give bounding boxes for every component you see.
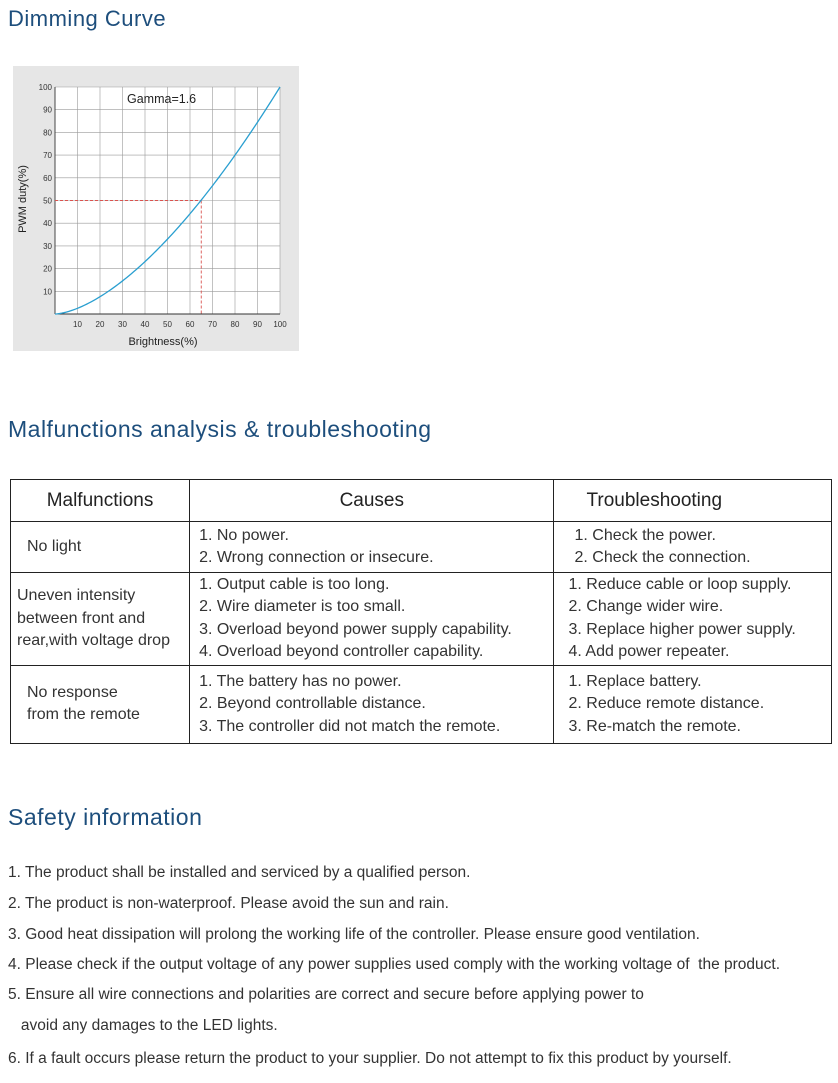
safety-item: 5. Ensure all wire connections and polarities are correct and secure before applying power to xyxy=(8,986,644,1003)
troubleshooting-cell xyxy=(554,573,832,665)
causes-line: 3. The controller did not match the remote. xyxy=(199,717,501,735)
causes-cell xyxy=(190,522,554,573)
safety-item: 3. Good heat dissipation will prolong the working life of the controller. Please ensure good ventilation. xyxy=(8,926,700,943)
malfunction-cell xyxy=(11,665,190,743)
causes-line: 2. Wire diameter is too small. xyxy=(199,598,406,616)
troubleshooting-line: 2. Check the connection. xyxy=(574,549,751,567)
malfunctions-title: Malfunctions analysis & troubleshooting xyxy=(8,416,432,442)
causes-cell xyxy=(190,665,554,743)
y-tick-label-3: 40 xyxy=(43,219,52,229)
causes-line: 4. Overload beyond controller capability. xyxy=(199,643,484,661)
table-row xyxy=(11,573,832,665)
troubleshooting-line: 1. Check the power. xyxy=(574,526,716,544)
x-tick-label-3: 40 xyxy=(140,320,150,329)
malfunction-cell xyxy=(11,522,190,573)
x-tick-label-2: 30 xyxy=(118,320,127,329)
x-axis-label: Brightness(%) xyxy=(128,336,198,348)
y-tick-label-0: 10 xyxy=(43,287,52,297)
gamma-annotation: Gamma=1.6 xyxy=(127,92,197,106)
troubleshooting-line: 1. Replace battery. xyxy=(568,672,702,690)
y-tick-label-9: 100 xyxy=(38,83,52,92)
y-axis-label: PWM duty(%) xyxy=(17,165,29,233)
troubleshooting-cell xyxy=(554,665,832,743)
malfunction-line: No response xyxy=(27,683,118,701)
table-row xyxy=(11,665,832,743)
safety-item: avoid any damages to the LED lights. xyxy=(8,1017,278,1034)
malfunction-line: No light xyxy=(27,537,82,555)
x-tick-label-0: 10 xyxy=(73,320,82,329)
troubleshooting-line: 1. Reduce cable or loop supply. xyxy=(568,575,792,593)
y-tick-label-8: 90 xyxy=(43,105,52,115)
dimming-curve-title: Dimming Curve xyxy=(8,6,167,31)
x-tick-label-8: 90 xyxy=(253,320,262,329)
x-tick-label-1: 20 xyxy=(95,320,105,329)
causes-line: 3. Overload beyond power supply capability. xyxy=(199,620,512,638)
table-row xyxy=(11,522,832,573)
y-tick-label-6: 70 xyxy=(43,151,52,161)
causes-line: 1. The battery has no power. xyxy=(199,672,402,690)
header-causes: Causes xyxy=(190,480,554,522)
safety-item: 1. The product shall be installed and serviced by a qualified person. xyxy=(8,864,471,881)
malfunction-line: rear,with voltage drop xyxy=(17,632,170,650)
troubleshooting-line: 3. Replace higher power supply. xyxy=(568,620,796,638)
y-tick-label-4: 50 xyxy=(43,196,52,206)
x-tick-label-5: 60 xyxy=(185,320,195,329)
y-tick-label-5: 60 xyxy=(43,173,52,183)
troubleshooting-line: 4. Add power repeater. xyxy=(568,643,730,661)
x-tick-label-9: 100 xyxy=(273,320,287,329)
safety-list: 1. The product shall be installed and serviced by a qualified person. 2. The product is non-waterproof. Please avoid the sun and rain. 3. Good heat dissipation will prolong the working life of the controller. Please ensure good ventilation. 4. Please check if the output voltage of any power supplies used comply with the working voltage of the product. 5. Ensure all wire connections and polarities are correct and secure before applying power to avoid any damages to the LED lights. 6. If a fault occurs please return the product to your supplier. Do not attempt to fix this product by yourself. xyxy=(8,864,781,1067)
malfunction-line: from the remote xyxy=(27,706,140,724)
causes-line: 1. Output cable is too long. xyxy=(199,575,390,593)
y-tick-label-1: 20 xyxy=(43,264,52,274)
dimming-chart xyxy=(13,66,299,351)
table-header-row xyxy=(11,480,832,522)
x-tick-label-6: 70 xyxy=(208,320,217,329)
troubleshooting-cell xyxy=(554,522,832,573)
dimming-chart-svg xyxy=(13,66,299,351)
y-tick-label-2: 30 xyxy=(43,241,52,251)
causes-line: 2. Wrong connection or insecure. xyxy=(199,549,434,567)
header-troubleshooting: Troubleshooting xyxy=(554,480,832,522)
header-malfunctions: Malfunctions xyxy=(11,480,190,522)
malfunction-line: between front and xyxy=(17,609,146,627)
x-tick-label-4: 50 xyxy=(163,320,172,329)
malfunction-cell xyxy=(11,573,190,665)
safety-item: 2. The product is non-waterproof. Please avoid the sun and rain. xyxy=(8,895,449,912)
malfunction-line: Uneven intensity xyxy=(17,587,136,605)
troubleshooting-line: 2. Change wider wire. xyxy=(568,598,724,616)
safety-item: 4. Please check if the output voltage of any power supplies used comply with the working voltage of the product. xyxy=(8,956,781,973)
x-tick-label-7: 80 xyxy=(230,320,240,329)
causes-cell xyxy=(190,573,554,665)
troubleshooting-line: 3. Re-match the remote. xyxy=(568,717,741,735)
causes-line: 1. No power. xyxy=(199,526,289,544)
troubleshooting-line: 2. Reduce remote distance. xyxy=(568,695,765,713)
safety-title: Safety information xyxy=(8,804,203,830)
troubleshooting-table xyxy=(10,479,832,744)
causes-line: 2. Beyond controllable distance. xyxy=(199,695,426,713)
y-tick-label-7: 80 xyxy=(43,128,52,138)
